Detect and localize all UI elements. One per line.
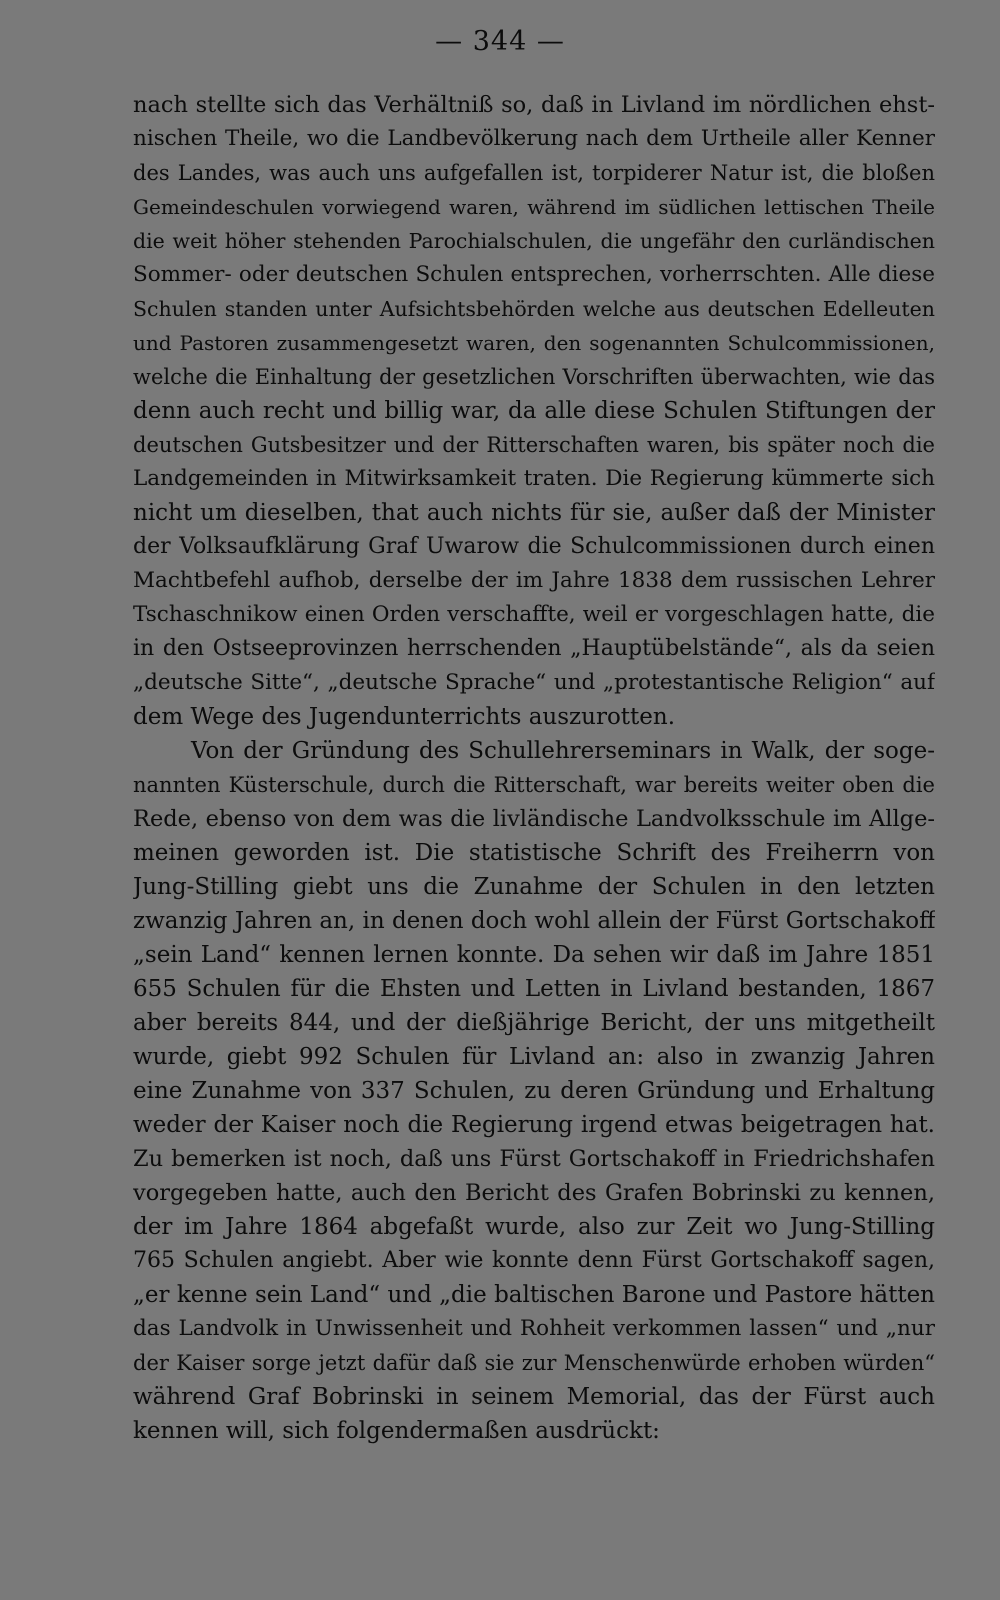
text-line: Rede, ebenso von dem was die livländische Landvolksschule im Allge-: [133, 806, 935, 832]
text-line: 765 Schulen angiebt. Aber wie konnte denn Fürst Gortschakoff sagen,: [133, 1248, 935, 1273]
text-line: während Graf Bobrinski in seinem Memorial, das der Fürst auch: [133, 1384, 935, 1410]
text-line: „deutsche Sitte“, „deutsche Sprache“ und „protestantische Religion“ auf: [133, 670, 935, 695]
text-line: des Landes, was auch uns aufgefallen ist, torpiderer Natur ist, die bloßen: [133, 161, 935, 185]
text-line: „sein Land“ kennen lernen konnte. Da sehen wir daß im Jahre 1851: [133, 942, 935, 968]
text-line: und Pastoren zusammengesetzt waren, den sogenannten Schulcommissionen,: [133, 331, 935, 355]
text-line: deutschen Gutsbesitzer und der Ritterschaften waren, bis später noch die: [133, 433, 935, 457]
text-line: der im Jahre 1864 abgefaßt wurde, also zur Zeit wo Jung-Stilling: [133, 1214, 935, 1240]
text-line: das Landvolk in Unwissenheit und Rohheit verkommen lassen“ und „nur: [133, 1316, 935, 1341]
text-line: nischen Theile, wo die Landbevölkerung nach dem Urtheile aller Kenner: [133, 126, 935, 151]
text-line: der Volksaufklärung Graf Uwarow die Schulcommissionen durch einen: [133, 534, 935, 559]
text-line: in den Ostseeprovinzen herrschenden „Hauptübelstände“, als da seien: [133, 636, 935, 661]
text-line: eine Zunahme von 337 Schulen, zu deren Gründung und Erhaltung: [133, 1078, 935, 1104]
text-line: nach stellte sich das Verhältniß so, daß in Livland im nördlichen ehst-: [133, 92, 935, 118]
text-line: Von der Gründung des Schullehrerseminars in Walk, der soge-: [191, 738, 935, 764]
text-line: Gemeindeschulen vorwiegend waren, während im südlichen lettischen Theile: [133, 195, 935, 219]
paragraph-1: [133, 88, 935, 734]
text-line: meinen geworden ist. Die statistische Schrift des Freiherrn von: [133, 840, 935, 866]
text-line: welche die Einhaltung der gesetzlichen Vorschriften überwachten, wie das: [133, 365, 935, 389]
text-line: vorgegeben hatte, auch den Bericht des Grafen Bobrinski zu kennen,: [133, 1180, 935, 1206]
text-line: Landgemeinden in Mitwirksamkeit traten. Die Regierung kümmerte sich: [133, 466, 935, 491]
text-line: Schulen standen unter Aufsichtsbehörden welche aus deutschen Edelleuten: [133, 297, 935, 321]
page-number: — 344 —: [435, 26, 565, 57]
text-line: Machtbefehl aufhob, derselbe der im Jahre 1838 dem russischen Lehrer: [133, 568, 935, 593]
body-text: [133, 88, 935, 1448]
text-line: „er kenne sein Land“ und „die baltischen Barone und Pastore hätten: [133, 1282, 935, 1308]
text-line: wurde, giebt 992 Schulen für Livland an: also in zwanzig Jahren: [133, 1044, 935, 1070]
text-line: Jung-Stilling giebt uns die Zunahme der Schulen in den letzten: [133, 874, 935, 900]
text-line: nannten Küsterschule, durch die Ritterschaft, war bereits weiter oben die: [133, 773, 935, 797]
text-line: weder der Kaiser noch die Regierung irgend etwas beigetragen hat.: [133, 1112, 935, 1138]
text-line: 655 Schulen für die Ehsten und Letten in Livland bestanden, 1867: [133, 976, 935, 1002]
text-line: der Kaiser sorge jetzt dafür daß sie zur Menschenwürde erhoben würden“: [133, 1351, 935, 1375]
text-line: aber bereits 844, und der dießjährige Bericht, der uns mitgetheilt: [133, 1010, 935, 1036]
text-line: Sommer- oder deutschen Schulen entsprechen, vorherrschten. Alle diese: [133, 262, 935, 287]
text-line: zwanzig Jahren an, in denen doch wohl allein der Fürst Gortschakoff: [133, 908, 935, 934]
text-line: Zu bemerken ist noch, daß uns Fürst Gortschakoff in Friedrichshafen: [133, 1146, 935, 1172]
text-line: die weit höher stehenden Parochialschulen, die ungefähr den curländischen: [133, 229, 935, 253]
text-line: kennen will, sich folgendermaßen ausdrückt:: [133, 1418, 660, 1444]
paragraph-2: [133, 734, 935, 1448]
text-line: dem Wege des Jugendunterrichts auszurotten.: [133, 704, 676, 730]
text-line: Tschaschnikow einen Orden verschaffte, weil er vorgeschlagen hatte, die: [133, 602, 935, 627]
text-line: denn auch recht und billig war, da alle diese Schulen Stiftungen der: [133, 398, 935, 424]
text-line: nicht um dieselben, that auch nichts für sie, außer daß der Minister: [133, 500, 935, 526]
